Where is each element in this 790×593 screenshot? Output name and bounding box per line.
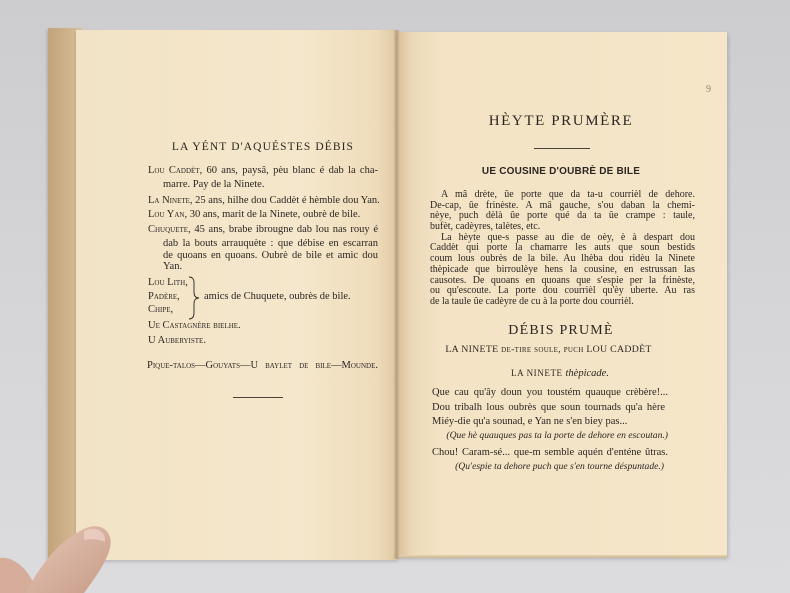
stage-direction: (Que hè quauques pas ta la porte de dehore en escoutan.) [446, 430, 668, 441]
book-spine [393, 30, 400, 559]
cast-entry-chuquete [148, 224, 378, 236]
setting-line: De-cap, ûe frinèste. A mâ gauche, s'ou daban la chemi- [430, 200, 695, 211]
scene-cast-a: LA NINETE [445, 344, 499, 355]
cast-entry-caddet-cont: marre. Pay de la Ninete. [163, 179, 265, 190]
character-name: Lou Caddèt [148, 165, 200, 176]
dialogue-line: Miéy-die qu'a sounad, e Yan ne s'en biey pas... [432, 416, 628, 427]
character-desc: , 30 ans, marit de la Ninete, oubrè de bile. [184, 209, 361, 220]
speaker-name: LA NINETE [511, 368, 563, 378]
setting-line: ou qu'escoute. La porte dou courrièl qu'èy uberte. Au ras [430, 285, 695, 296]
character-name: Lou Yan [148, 209, 185, 220]
stage-direction: (Qu'espie ta dehore puch que s'en tourne déspuntade.) [455, 461, 664, 472]
scene-cast-b: LOU CADDÈT [586, 344, 652, 355]
setting-line: thèpicade que birroulèye hens la cousine, en estrussan las [430, 264, 695, 275]
speaker-direction: thèpicade. [565, 368, 609, 379]
act-title: HÈYTE PRUMÈRE [488, 113, 634, 129]
dialogue-line: Dou tribalh lous oubrès que soun tournads qu'a hère [432, 402, 665, 413]
setting-line: La hèyte que-s passe au die de oèy, è à despart dou [441, 232, 695, 243]
cast-list-title: LA YÉNT D'AQUÉSTES DÉBIS [171, 141, 355, 153]
scene-title: DÉBIS PRUMÈ [508, 323, 614, 338]
cast-group-name: Padère, [148, 291, 180, 302]
setting-line: coum lous oubrès de la bile. Au lhèba dou ridèu la Ninete [430, 253, 695, 264]
cast-entry-chuquete-cont: Yan. [163, 261, 183, 272]
character-desc: , 45 ans, brabe ibrougne dab lou nas rouy é [188, 224, 378, 235]
character-name: Chuquete [148, 224, 189, 235]
setting-line: nèye, puch dèlà ûe porte qué da ta ûe crampe : taule, [430, 210, 695, 221]
character-desc: , 25 ans, hilhe dou Caddèt é hèmble dou Yan. [189, 195, 380, 206]
dialogue-line: Chou! Caram-sé... que-m semble aquén d'enténe ûtras. [432, 447, 668, 458]
cast-entry-auberyiste: U Auberyiste. [148, 335, 206, 346]
cast-entry-castagnere: Ue Castagnère bielhe. [148, 320, 241, 331]
scene-cast-mid: de-tire soule, puch [501, 344, 584, 355]
dialogue-line: Que cau qu'ây doun you toustém quauque crèbère!... [432, 387, 668, 398]
page-number: 9 [706, 84, 711, 95]
cast-group-name: Lou Lith, [148, 277, 188, 288]
setting-line: de la taule ûe cadèyre de cu à la porte dou courrièl. [430, 296, 634, 307]
cast-entry-chuquete-cont: dab la bouts arrauquète : que débise en escarran [163, 238, 378, 249]
setting-line: bufèt, cadèyres, talètes, etc. [430, 221, 541, 232]
setting-line: Caddèt qui porte la chamarre les auts que soun bestids [430, 242, 695, 253]
cast-extras: Pique-talos—Gouyats—U baylet de bile—Mounde. [147, 360, 378, 371]
end-rule [233, 397, 283, 398]
setting-title: UE COUSINE D'OUBRÈ DE BILE [481, 166, 641, 177]
page-stack-edge [398, 555, 727, 558]
title-rule [534, 148, 590, 149]
thumb [0, 500, 140, 593]
setting-line: causotes. De quoans en quoans que s'espie per la frinèste, [430, 275, 695, 286]
cast-entry-ninete [148, 195, 380, 207]
character-name: La Ninete [148, 195, 190, 206]
cast-entry-chuquete-cont: de quoans en quoans. Oubrè de bile et amic dou [163, 250, 378, 261]
cast-entry-yan [148, 209, 360, 221]
character-desc: , 60 ans, paysâ, pèu blanc é dab la cha- [199, 165, 378, 176]
speaker-heading [490, 367, 630, 380]
scene-cast [440, 344, 657, 356]
grouping-brace [187, 276, 201, 320]
setting-line: A mâ drète, ûe porte que da ta-u courrièl de dehore. [441, 189, 695, 200]
cast-group-name: Chipe, [148, 304, 174, 315]
cast-entry-caddet [148, 165, 378, 177]
cast-group-desc: amics de Chuquete, oubrès de bile. [204, 291, 351, 302]
